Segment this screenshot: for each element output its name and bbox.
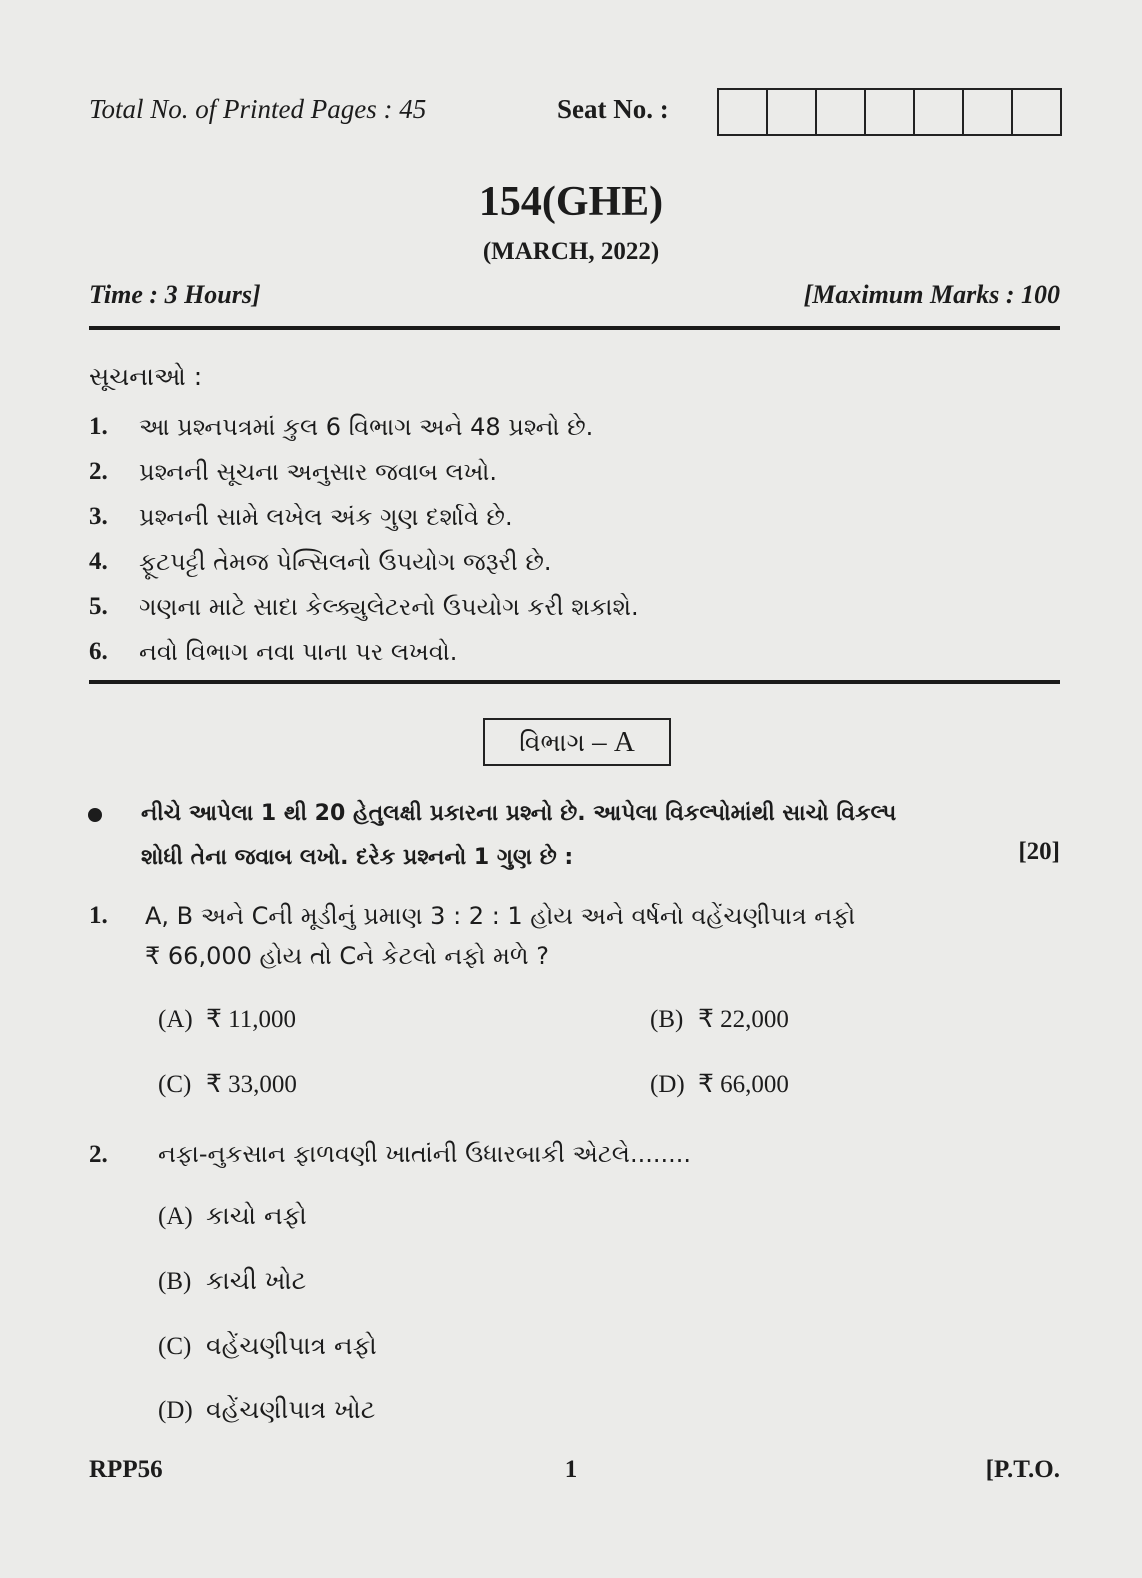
- option-label: (C): [158, 1071, 192, 1098]
- instruction-number: 6.: [89, 637, 108, 665]
- option: [158, 1004, 296, 1034]
- option-value: કાચી ખોટ: [206, 1266, 307, 1295]
- seat-number-label: Seat No. :: [557, 94, 669, 124]
- section-dash: –: [584, 726, 614, 758]
- maximum-marks: [Maximum Marks : 100: [803, 280, 1060, 309]
- instruction-number: 1.: [89, 412, 108, 440]
- instruction-number: 3.: [89, 502, 108, 530]
- instructions-title: સૂચનાઓ :: [89, 362, 203, 391]
- option: [158, 1266, 306, 1296]
- option: [158, 1201, 307, 1231]
- seat-box[interactable]: [719, 90, 768, 134]
- option-label: (D): [650, 1071, 685, 1098]
- option: [158, 1331, 377, 1361]
- section-instruction: [141, 792, 1001, 880]
- instruction-item: [89, 494, 639, 539]
- section-letter: A: [613, 726, 635, 758]
- question-text: [158, 1134, 1018, 1174]
- option-value: ₹ 33,000: [206, 1071, 297, 1098]
- seat-box[interactable]: [817, 90, 866, 134]
- page-number: 1: [564, 1456, 578, 1483]
- divider: [89, 680, 1060, 684]
- instruction-text: નવો વિભાગ નવા પાના પર લખવો.: [139, 637, 458, 666]
- seat-box[interactable]: [1013, 90, 1060, 134]
- option-value: કાચો નફો: [206, 1201, 307, 1230]
- printed-pages-note: Total No. of Printed Pages : 45: [89, 94, 427, 124]
- seat-box[interactable]: [768, 90, 817, 134]
- instruction-item: [89, 584, 639, 629]
- exam-time: Time : 3 Hours]: [89, 280, 261, 309]
- section-instruction-line: નીચે આપેલા 1 થી 20 હેતુલક્ષી પ્રકારના પ્રશ્નો છે. આપેલા વિકલ્પોમાંથી સાચો વિકલ્પ: [141, 801, 897, 826]
- option-label: (B): [158, 1268, 192, 1295]
- instruction-text: પ્રશ્નની સૂચના અનુસાર જવાબ લખો.: [139, 457, 498, 486]
- paper-code: 154(GHE): [478, 179, 664, 225]
- instruction-number: 2.: [89, 457, 108, 485]
- question-line: ₹ 66,000 હોય તો Cને કેટલો નફો મળે ?: [145, 942, 550, 970]
- seat-box[interactable]: [915, 90, 964, 134]
- option-value: વહેંચણીપાત્ર ખોટ: [206, 1395, 376, 1424]
- section-heading: [483, 718, 671, 766]
- seat-number-boxes[interactable]: [717, 88, 1062, 136]
- option: [650, 1069, 789, 1099]
- footer-code: RPP56: [89, 1456, 163, 1483]
- question-number: 2.: [89, 1141, 108, 1168]
- option: [158, 1395, 375, 1425]
- option-value: ₹ 11,000: [206, 1006, 296, 1033]
- seat-box[interactable]: [866, 90, 915, 134]
- option-label: (B): [650, 1006, 684, 1033]
- section-word: વિભાગ: [519, 728, 585, 757]
- divider: [89, 326, 1060, 330]
- question-line: A, B અને Cની મૂડીનું પ્રમાણ 3 : 2 : 1 હોય અને વર્ષનો વહેંચણીપાત્ર નફો: [145, 902, 856, 930]
- instructions-list: [89, 404, 639, 674]
- instruction-item: [89, 539, 639, 584]
- seat-box[interactable]: [964, 90, 1013, 134]
- instruction-number: 4.: [89, 547, 108, 575]
- option-label: (A): [158, 1006, 193, 1033]
- please-turn-over: [P.T.O.: [985, 1456, 1060, 1483]
- bullet-icon: [88, 808, 102, 822]
- instruction-number: 5.: [89, 592, 108, 620]
- instruction-item: [89, 629, 639, 674]
- question-line: નફા-નુકસાન ફાળવણી ખાતાંની ઉધારબાકી એટલે........: [158, 1140, 691, 1168]
- option-value: વહેંચણીપાત્ર નફો: [206, 1331, 377, 1360]
- option: [158, 1069, 297, 1099]
- option-label: (C): [158, 1333, 192, 1360]
- question-number: 1.: [89, 902, 108, 929]
- option-label: (A): [158, 1203, 193, 1230]
- exam-session: (MARCH, 2022): [482, 238, 660, 265]
- section-marks: [20]: [1018, 838, 1060, 865]
- question-text: [145, 896, 1005, 976]
- header-line: [89, 88, 1060, 136]
- instruction-item: [89, 404, 639, 449]
- option: [650, 1004, 789, 1034]
- instruction-text: ફૂટપટ્ટી તેમજ પેન્સિલનો ઉપયોગ જરૂરી છે.: [139, 547, 552, 576]
- section-instruction-line: શોધી તેના જવાબ લખો. દરેક પ્રશ્નનો 1 ગુણ છે :: [141, 845, 574, 870]
- instruction-text: પ્રશ્નની સામે લખેલ અંક ગુણ દર્શાવે છે.: [139, 502, 513, 531]
- option-label: (D): [158, 1397, 193, 1424]
- option-value: ₹ 22,000: [698, 1006, 789, 1033]
- instruction-item: [89, 449, 639, 494]
- option-value: ₹ 66,000: [698, 1071, 789, 1098]
- instruction-text: આ પ્રશ્નપત્રમાં કુલ 6 વિભાગ અને 48 પ્રશ્નો છે.: [139, 412, 594, 441]
- instruction-text: ગણના માટે સાદા કેલ્ક્યુલેટરનો ઉપયોગ કરી શકાશે.: [139, 592, 639, 621]
